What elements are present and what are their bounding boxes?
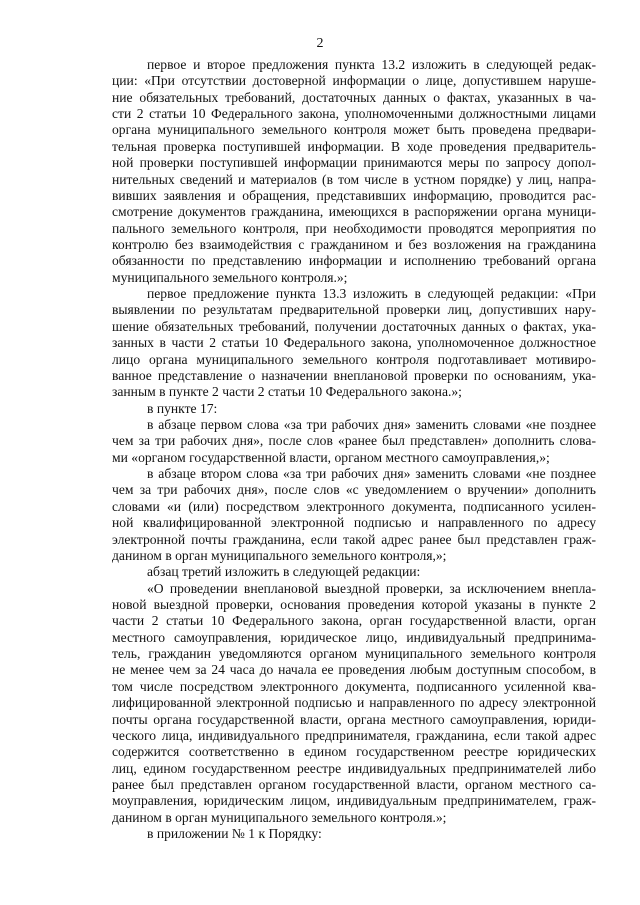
text-line: данином в орган муниципального земельного контроля.»;: [112, 809, 447, 825]
text-line: обязанности по представлению информации и исполнению требований органа: [112, 253, 596, 269]
text-line: чем за три рабочих дня», после слов «с уведомлением о вручении» дополнить: [112, 482, 596, 498]
text-line: чем за три рабочих дня», после слов «ранее был представлен» дополнить слова-: [112, 433, 596, 449]
text-line: ции: «При отсутствии достоверной информации о лице, допустившем наруше-: [112, 73, 596, 89]
page-number: 2: [316, 36, 324, 51]
text-line: данином в орган муниципального земельного контроля,»;: [112, 547, 447, 563]
text-line: ние обязательных требований, достаточных данных о фактах, указанных в ча-: [112, 89, 596, 105]
text-line: первое и второе предложения пункта 13.2 изложить в следующей редак-: [147, 57, 596, 72]
text-line: почты органа государственной власти, органа местного самоуправления, юриди-: [112, 711, 596, 727]
text-line: сти 2 статьи 10 Федерального закона, уполномоченными должностными лицами: [112, 106, 596, 122]
text-line: ной квалифицированной электронной подписью и направленного по адресу: [112, 515, 596, 531]
text-line: органа муниципального земельного контроля может быть проведена предвари-: [112, 122, 596, 138]
text-line: ванное представление о назначении внеплановой проверки по основаниям, ука-: [112, 367, 596, 383]
text-line: в абзаце первом слова «за три рабочих дня» заменить словами «не позднее: [147, 417, 596, 432]
text-line: местного самоуправления, юридическое лицо, индивидуальный предпринима-: [112, 629, 596, 645]
text-line: новой выездной проверки, основания проведения которой указаны в пункте 2: [112, 596, 596, 612]
text-line: тель, гражданин уведомляются органом муниципального земельного контроля: [112, 646, 596, 661]
text-line: ми «органом государственной власти, органом местного самоуправления,»;: [112, 449, 550, 465]
text-line: в пункте 17:: [147, 400, 218, 416]
text-line: ной проверки поступившей информации принимаются меры по запросу допол-: [112, 155, 596, 171]
text-line: первое предложение пункта 13.3 изложить в следующей редакции: «При: [147, 286, 596, 302]
text-line: шение обязательных требований, получении достаточных данных о фактах, ука-: [112, 318, 596, 334]
text-line: тельная проверка поступившей информации. В ходе проведения предваритель-: [112, 138, 596, 154]
text-line: лиц, едином государственном реестре индивидуальных предпринимателей либо: [112, 760, 596, 776]
text-line: вивших заявления и обращения, представивших информацию, проводится рас-: [112, 187, 596, 203]
text-line: в абзаце втором слова «за три рабочих дня» заменить словами «не позднее: [147, 466, 596, 481]
text-line: части 2 статьи 10 Федерального закона, орган государственной власти, орган: [112, 613, 596, 629]
text-line: «О проведении внеплановой выездной проверки, за исключением внепла-: [147, 580, 596, 596]
text-line: занным в пункте 2 части 2 статьи 10 Федерального закона.»;: [112, 384, 462, 400]
text-line: муниципального земельного контроля.»;: [112, 269, 348, 285]
text-line: в приложении № 1 к Порядку:: [147, 826, 322, 841]
text-line: не менее чем за 24 часа до начала ее проведения любым доступным способом, в: [112, 662, 596, 678]
text-line: абзац третий изложить в следующей редакции:: [147, 564, 421, 580]
text-line: словами «и (или) посредством электронного документа, подписанного усилен-: [112, 498, 596, 514]
text-line: выявлении по результатам предварительной проверки лиц, допустивших нару-: [112, 302, 596, 318]
text-line: содержится соответственно в едином государственном реестре юридических: [112, 744, 596, 760]
text-line: лицо органа муниципального земельного контроля подготавливает мотивиро-: [112, 351, 596, 367]
text-line: моуправления, юридическим лицом, индивидуальным предпринимателем, граж-: [112, 793, 596, 809]
text-line: нительных сведений и материалов (в том числе в устном порядке) у лиц, напра-: [112, 171, 596, 187]
text-line: ческого лица, индивидуального предпринимателя, гражданина, если такой адрес: [112, 727, 596, 743]
text-line: лифицированной электронной подписью и направленного по адресу электронной: [112, 695, 596, 711]
text-line: смотрение документов гражданина, имеющихся в распоряжении органа муници-: [112, 204, 596, 220]
text-line: пального земельного контроля, при необходимости проводятся мероприятия по: [112, 220, 596, 236]
text-line: занных в части 2 статьи 10 Федерального закона, уполномоченное должностное: [112, 335, 596, 351]
text-line: том числе посредством электронного документа, подписанного усиленной ква-: [112, 678, 596, 694]
text-line: электронной почты гражданина, если такой адрес ранее был представлен граж-: [112, 531, 596, 547]
text-line: ранее был представлен органом государственной власти, органом местного са-: [112, 776, 596, 792]
text-line: контролю без взаимодействия с гражданином и без возложения на гражданина: [112, 237, 596, 252]
